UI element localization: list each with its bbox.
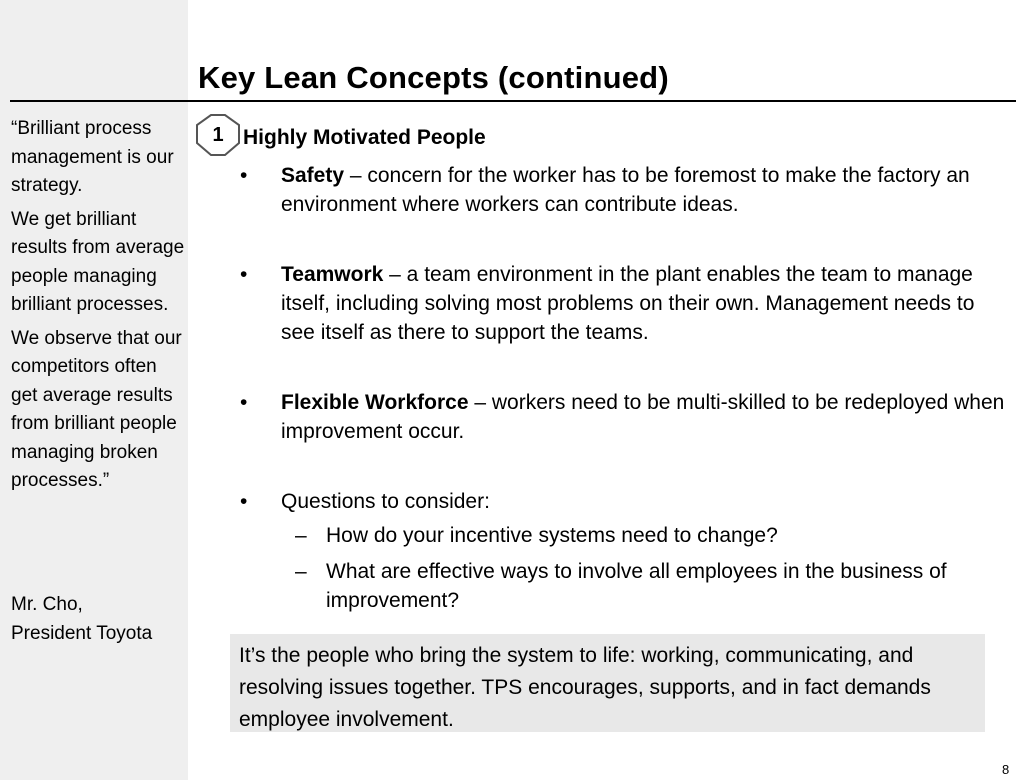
octagon-badge-icon (195, 113, 241, 159)
quote-attribution (11, 591, 187, 648)
badge-number: 1 (212, 124, 224, 146)
bullet-dot: • (240, 164, 248, 187)
callout-box: It’s the people who bring the system to life: working, communicating, and resolving issues together. TPS encourages, supports, and in fact demands employee involvement. (230, 634, 985, 732)
sidebar-quote (11, 115, 187, 501)
bullet-text: – workers need to be multi-skilled to be redeployed when improvement occur. (281, 391, 1005, 443)
sub-bullet-text: What are effective ways to involve all employees in the business of improvement? (326, 560, 947, 612)
quote-paragraph: “Brilliant process management is our strategy. (11, 118, 174, 196)
bullet-dot: • (240, 490, 248, 513)
bullet-dot: • (240, 263, 248, 286)
bullet-dot: • (240, 391, 248, 414)
bullet-item (240, 388, 1010, 446)
bullet-text: – a team environment in the plant enables the team to manage itself, including solving most problems on their own. Management needs to see itself as there to support the teams. (281, 263, 975, 344)
sub-bullet-item (240, 521, 1010, 550)
sub-bullet-dash: – (295, 560, 307, 583)
number-badge (195, 113, 241, 159)
bullet-list (240, 161, 1010, 622)
bullet-text: Questions to consider: (281, 490, 490, 513)
sub-bullet-text: How do your incentive systems need to change? (326, 524, 778, 547)
slide-title: Key Lean Concepts (continued) (198, 60, 669, 95)
bullet-item (240, 487, 1010, 516)
attribution-name: Mr. Cho, (11, 594, 83, 615)
bullet-item (240, 260, 1010, 347)
bullet-text: – concern for the worker has to be foremost to make the factory an environment where workers can contribute ideas. (281, 164, 970, 216)
sub-bullet-dash: – (295, 524, 307, 547)
quote-paragraph: We observe that our competitors often get average results from brilliant people managing broken processes.” (11, 327, 182, 491)
bullet-term: Teamwork (281, 263, 384, 286)
section-heading: Highly Motivated People (243, 126, 486, 149)
page-number: 8 (1002, 762, 1010, 777)
quote-paragraph: We get brilliant results from average people managing brilliant processes. (11, 208, 185, 315)
sub-bullet-item (240, 557, 1010, 615)
bullet-term: Flexible Workforce (281, 391, 469, 414)
bullet-item (240, 161, 1010, 219)
attribution-title: President Toyota (11, 622, 153, 644)
title-divider (10, 100, 1016, 102)
bullet-term: Safety (281, 164, 345, 187)
